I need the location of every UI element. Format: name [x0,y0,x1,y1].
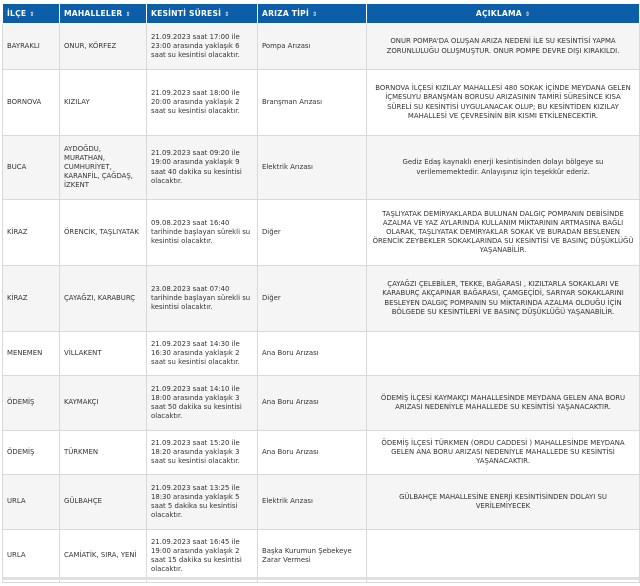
header-mahalleler[interactable]: MAHALLELER ⇕ [60,4,147,24]
cell-ilce: KİRAZ [3,200,60,266]
cell-ilce: BAYRAKLI [3,24,60,70]
cell-ilce: BUCA [3,136,60,200]
cell-aciklama: Gediz Edaş kaynaklı enerji kesintisinden dolayı bölgeye su verilememektedir. Anlayışınız için teşekkür ederiz. [367,136,640,200]
table-row [3,332,640,376]
cell-kesinti-suresi: 21.09.2023 saat 17:00 ile 23:00 arasında yaklaşık 6 saat su kesintisi olacaktır. [147,24,258,70]
cell-ariza-tipi: Diğer [258,200,367,266]
cell-ariza-tipi: Ana Boru Arızası [258,332,367,376]
cell-kesinti-suresi: 21.09.2023 saat 16:45 ile 19:00 arasında yaklaşık 2 saat 15 dakika su kesintisi olacaktır. [147,530,258,583]
table-row [3,200,640,266]
cell-ilce: KİRAZ [3,266,60,332]
cell-aciklama: ONUR POMPA'DA OLUŞAN ARIZA NEDENİ İLE SU KESİNTİSİ YAPMA ZORUNLULUĞU OLUŞMUŞTUR. ONUR POMPE DEVRE DIŞI KIRAKILDI. [367,24,640,70]
cell-mahalleler: KIZILAY [60,70,147,136]
cell-aciklama: ÖDEMİŞ İLÇESİ TÜRKMEN (ORDU CADDESİ ) MAHALLESİNDE MEYDANA GELEN ANA BORU ARIZASI NEDENİYLE MAHALLEDE SU KESİNTİSİ YAŞANACAKTIR. [367,431,640,475]
sort-arrows-icon[interactable]: ⇕ [224,11,230,18]
cell-kesinti-suresi: 21.09.2023 saat 14:10 ile 18:00 arasında yaklaşık 3 saat 50 dakika su kesintisi olacaktır. [147,376,258,431]
cell-kesinti-suresi: 21.09.2023 saat 09:20 ile 19:00 arasında yaklaşık 9 saat 40 dakika su kesintisi olacaktır. [147,136,258,200]
cell-aciklama [367,332,640,376]
cell-ilce: MENEMEN [3,332,60,376]
cell-mahalleler: KAYMAKÇI [60,376,147,431]
cell-ariza-tipi: Başka Kurumun Şebekeye Zarar Vermesi [258,530,367,583]
cell-mahalleler: TÜRKMEN [60,431,147,475]
horizontal-scrollbar[interactable] [2,577,639,580]
header-kesinti-suresi[interactable]: KESİNTİ SÜRESİ ⇕ [147,4,258,24]
cell-aciklama: ÖDEMİŞ İLÇESİ KAYMAKÇI MAHALLESİNDE MEYDANA GELEN ANA BORU ARIZASI NEDENİYLE MAHALLEDE SU KESİNTİSİ YAŞANACAKTIR. [367,376,640,431]
cell-ariza-tipi: Ana Boru Arızası [258,376,367,431]
table-row [3,376,640,431]
table-row [3,24,640,70]
header-ariza-tipi[interactable]: ARIZA TİPİ ⇕ [258,4,367,24]
header-aciklama[interactable]: AÇIKLAMA ⇕ [367,4,640,24]
table-row [3,475,640,530]
cell-aciklama [367,530,640,583]
outage-table [2,3,640,583]
cell-ariza-tipi: Branşman Arızası [258,70,367,136]
cell-mahalleler: ONUR, KÖRFEZ [60,24,147,70]
cell-mahalleler: CAMİATİK, SIRA, YENİ [60,530,147,583]
cell-aciklama: TAŞLIYATAK DEMİRYAKLARDA BULUNAN DALGIÇ POMPANIN DEBİSİNDE AZALMA VE YAZ AYLARINDA KULLANIM MİKTARININ ARTMASINA BAĞLI OLARAK, TAŞLIYATAK DEMİRYAKLAR SOKAK VE BURADAN BESLENEN ÖRENCİK ZEYBEKLER SOKAKLARINDA SU KESİNTİSİ VE BASINÇ DÜŞÜKLÜĞÜ YAŞANABİLİR. [367,200,640,266]
cell-kesinti-suresi: 21.09.2023 saat 14:30 ile 16:30 arasında yaklaşık 2 saat su kesintisi olacaktır. [147,332,258,376]
table-row [3,530,640,583]
cell-ariza-tipi: Diğer [258,266,367,332]
table-row [3,70,640,136]
table-row [3,136,640,200]
table-header-row [3,4,640,24]
table-row [3,266,640,332]
cell-ilce: ÖDEMİŞ [3,376,60,431]
cell-ilce: URLA [3,475,60,530]
sort-arrows-icon[interactable]: ⇕ [311,11,318,18]
cell-ariza-tipi: Elektrik Arızası [258,136,367,200]
cell-aciklama: ÇAYAĞZI ÇELEBİLER, TEKKE, BAĞARASI , KIZILTARLA SOKAKLARI VE KARABURÇ AKÇAPINAR BAĞARASI, ÇAMGEÇİDİ, SARIYAR SOKAKLARINI BESLEYEN DALGIÇ POMPANIN SU MİKTARINDA AZALMA OLDUĞU İÇİN BÖLGEDE SU KESİNTİLERİ VE BASINÇ DÜŞÜKLÜĞÜ YAŞANABİLİR. [367,266,640,332]
cell-aciklama: GÜLBAHÇE MAHALLESİNE ENERJİ KESİNTİSİNDEN DOLAYI SU VERİLEMİYECEK [367,475,640,530]
cell-mahalleler: ÖRENCİK, TAŞLIYATAK [60,200,147,266]
cell-mahalleler: GÜLBAHÇE [60,475,147,530]
cell-kesinti-suresi: 21.09.2023 saat 18:00 ile 20:00 arasında yaklaşık 2 saat su kesintisi olacaktır. [147,70,258,136]
cell-mahalleler: AYDOĞDU, MURATHAN, CUMHURİYET, KARANFİL, ÇAĞDAŞ, İZKENT [60,136,147,200]
cell-aciklama: BORNOVA İLÇESİ KIZILAY MAHALLESİ 480 SOKAK İÇİNDE MEYDANA GELEN İÇMESUYU BRANŞMAN BORUSU ARIZASININ TAMİRİ SÜRESİNCE KISA SÜRELİ SU KESİNTİSİ UYGULANACAK OLUP; BU KESİNTİDEN KIZILAY MAHALLESİ VE ÇEVRESİNİN BİR KISMI ETKİLENECEKTİR. [367,70,640,136]
sort-arrows-icon[interactable]: ⇕ [524,11,531,18]
cell-ilce: URLA [3,530,60,583]
cell-mahalleler: VİLLAKENT [60,332,147,376]
cell-mahalleler: ÇAYAĞZI, KARABURÇ [60,266,147,332]
cell-kesinti-suresi: 09.08.2023 saat 16:40 tarihinde başlayan sürekli su kesintisi olacaktır. [147,200,258,266]
cell-ariza-tipi: Elektrik Arızası [258,475,367,530]
sort-arrows-icon[interactable]: ⇕ [29,11,35,18]
cell-ilce: ÖDEMİŞ [3,431,60,475]
header-ilce[interactable]: İLÇE ⇕ [3,4,60,24]
table-row [3,431,640,475]
cell-kesinti-suresi: 21.09.2023 saat 15:20 ile 18:20 arasında yaklaşık 3 saat su kesintisi olacaktır. [147,431,258,475]
sort-arrows-icon[interactable]: ⇕ [125,11,131,18]
cell-ariza-tipi: Ana Boru Arızası [258,431,367,475]
cell-kesinti-suresi: 21.09.2023 saat 13:25 ile 18:30 arasında yaklaşık 5 saat 5 dakika su kesintisi olacaktır. [147,475,258,530]
cell-kesinti-suresi: 23.08.2023 saat 07:40 tarihinde başlayan sürekli su kesintisi olacaktır. [147,266,258,332]
cell-ilce: BORNOVA [3,70,60,136]
cell-ariza-tipi: Pompa Arızası [258,24,367,70]
